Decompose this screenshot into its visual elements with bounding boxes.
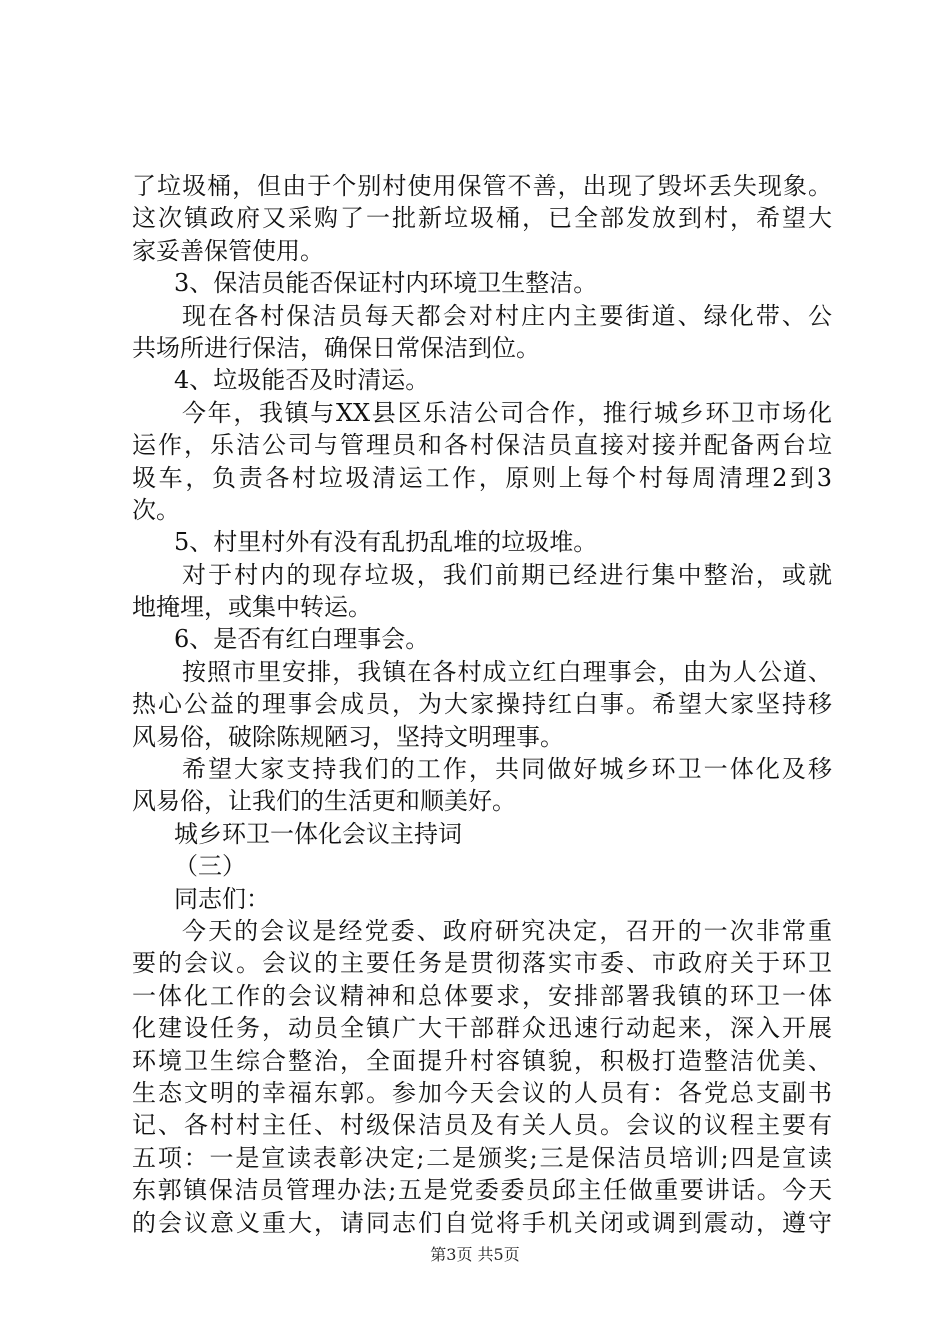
text-line: 圾车，负责各村垃圾清运工作，原则上每个村每周清理2到3 xyxy=(132,463,832,492)
text-line: 城乡环卫一体化会议主持词 xyxy=(174,819,462,848)
text-line: 家妥善保管使用。 xyxy=(132,236,324,265)
text-line: 记、各村村主任、村级保洁员及有关人员。会议的议程主要有 xyxy=(132,1111,832,1140)
text-line: 地掩埋，或集中转运。 xyxy=(132,593,372,622)
text-line: 今年，我镇与XX县区乐洁公司合作，推行城乡环卫市场化 xyxy=(182,398,832,427)
text-line: 4、垃圾能否及时清运。 xyxy=(174,366,430,395)
text-line: 对于村内的现存垃圾，我们前期已经进行集中整治，或就 xyxy=(182,560,832,589)
text-line: 5、村里村外有没有乱扔乱堆的垃圾堆。 xyxy=(174,528,598,557)
text-line: 要的会议。会议的主要任务是贯彻落实市委、市政府关于环卫 xyxy=(132,949,832,978)
text-line: 环境卫生综合整治，全面提升村容镇貌，积极打造整洁优美、 xyxy=(132,1046,832,1075)
text-line: 次。 xyxy=(132,495,180,524)
page-footer: 第3页 共5页 xyxy=(430,1245,520,1264)
text-line: 6、是否有红白理事会。 xyxy=(174,625,430,654)
text-line: 东郭镇保洁员管理办法;五是党委委员邱主任做重要讲话。今天 xyxy=(132,1176,832,1205)
text-line: 风易俗，让我们的生活更和顺美好。 xyxy=(132,787,516,816)
text-line: 生态文明的幸福东郭。参加今天会议的人员有：各党总支副书 xyxy=(132,1078,832,1107)
text-line: 化建设任务，动员全镇广大干部群众迅速行动起来，深入开展 xyxy=(132,1014,832,1043)
text-line: 按照市里安排，我镇在各村成立红白理事会，由为人公道、 xyxy=(182,657,832,686)
text-line: 风易俗，破除陈规陋习，坚持文明理事。 xyxy=(132,722,564,751)
text-line: 3、保洁员能否保证村内环境卫生整洁。 xyxy=(174,269,598,298)
text-line: 五项：一是宣读表彰决定;二是颁奖;三是保洁员培训;四是宣读 xyxy=(132,1143,832,1172)
text-line: 一体化工作的会议精神和总体要求，安排部署我镇的环卫一体 xyxy=(132,981,832,1010)
text-line: 现在各村保洁员每天都会对村庄内主要街道、绿化带、公 xyxy=(182,301,832,330)
text-line: 了垃圾桶，但由于个别村使用保管不善，出现了毁坏丢失现象。 xyxy=(132,172,832,200)
text-line: 的会议意义重大，请同志们自觉将手机关闭或调到震动，遵守 xyxy=(132,1208,832,1237)
document-body xyxy=(132,170,832,1239)
text-line: 共场所进行保洁，确保日常保洁到位。 xyxy=(132,333,540,362)
text-line: 运作，乐洁公司与管理员和各村保洁员直接对接并配备两台垃 xyxy=(132,431,832,460)
text-line: 同志们： xyxy=(174,884,270,913)
text-line: 这次镇政府又采购了一批新垃圾桶，已全部发放到村，希望大 xyxy=(132,204,832,233)
text-line: 热心公益的理事会成员，为大家操持红白事。希望大家坚持移 xyxy=(132,690,832,719)
text-line: 希望大家支持我们的工作，共同做好城乡环卫一体化及移 xyxy=(182,755,832,784)
text-line: （三） xyxy=(174,852,246,881)
text-line: 今天的会议是经党委、政府研究决定，召开的一次非常重 xyxy=(182,916,832,945)
